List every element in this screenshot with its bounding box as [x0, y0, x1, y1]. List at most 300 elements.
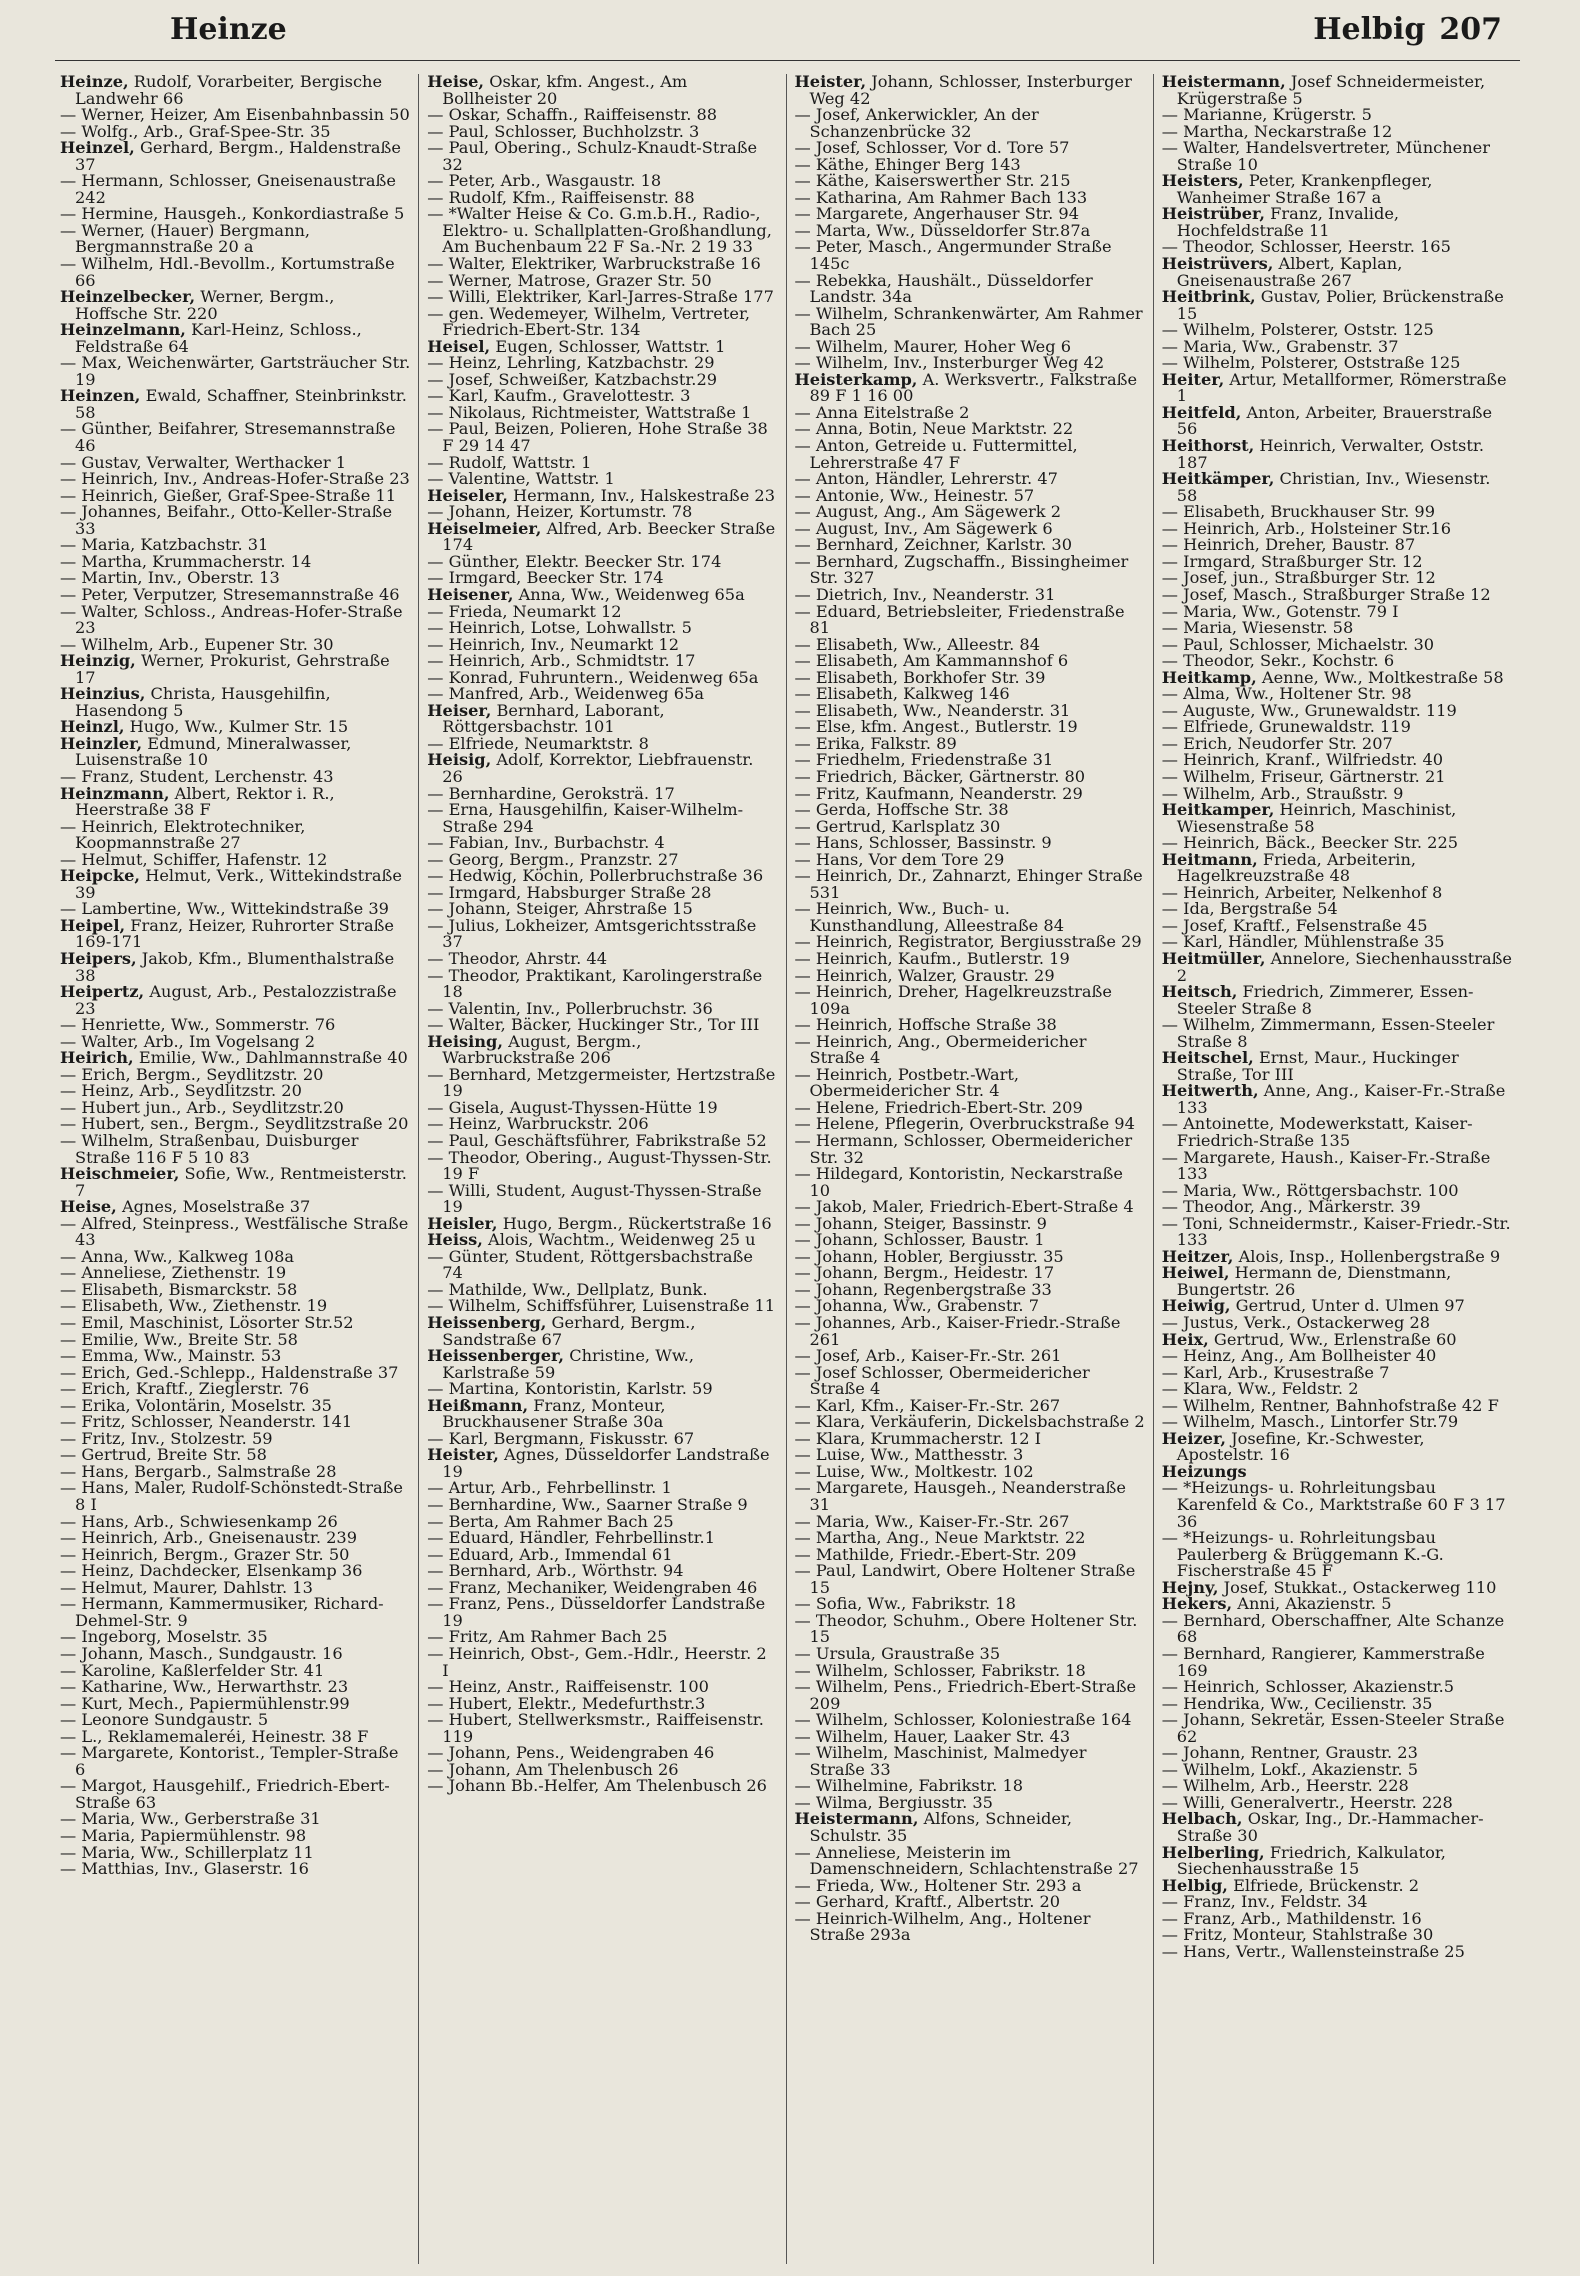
directory-entry — [427, 421, 777, 454]
entry-text: — Josef Schlosser, Obermeidericher Straße 4 — [794, 1362, 1090, 1399]
entry-text: — Margarete, Kontorist., Templer-Straße 6 — [60, 1743, 399, 1779]
directory-entry — [1162, 438, 1512, 471]
entry-text: — Peter, Masch., Angermunder Straße 145c — [794, 237, 1112, 274]
entry-surname: Heinzelmann, — [60, 320, 186, 340]
entry-surname: Heinzmann, — [60, 783, 170, 803]
entry-surname: Heinzler, — [60, 733, 143, 753]
entry-text: — Berta, Am Rahmer Bach 25 — [427, 1511, 674, 1531]
directory-entry — [795, 1563, 1145, 1596]
entry-text: — Rebekka, Haushält., Düsseldorfer Landstr. 34a — [794, 270, 1093, 307]
entry-text: Josef, Stukkat., Ostackerweg 110 — [1218, 1577, 1497, 1597]
entry-text: — Elisabeth, Borkhofer Str. 39 — [794, 667, 1046, 687]
directory-entry — [795, 438, 1145, 471]
entry-text: — Wilhelm, Straßenbau, Duisburger Straße 116 F 5 10 83 — [60, 1131, 359, 1167]
entry-surname: Heizer, — [1161, 1428, 1226, 1448]
entry-text: August, Bergm., Warbruckstraße 206 — [442, 1031, 642, 1068]
entry-text: Anton, Arbeiter, Brauerstraße 56 — [1176, 402, 1493, 439]
entry-surname: Heistermann, — [1161, 74, 1286, 91]
entry-text: — Hans, Schlosser, Bassinstr. 9 — [794, 833, 1052, 853]
entry-text: — *Heizungs- u. Rohrleitungsbau Paulerberg & Brüggemann K.-G. Fischerstraße 45 F — [1161, 1528, 1444, 1581]
entry-text: Jakob, Kfm., Blumenthalstraße 38 — [75, 948, 395, 985]
entry-text: Franz, Heizer, Ruhrorter Straße 169-171 — [75, 915, 395, 952]
entry-text: Alois, Insp., Hollenbergstraße 9 — [1233, 1246, 1501, 1266]
directory-entry — [1162, 1116, 1512, 1149]
entry-surname: Heitkamper, — [1161, 800, 1275, 820]
entry-text: — Karl, Kfm., Kaiser-Fr.-Str. 267 — [794, 1395, 1061, 1415]
entry-text: — Martina, Kontoristin, Karlstr. 59 — [427, 1379, 713, 1399]
directory-entry — [60, 140, 410, 173]
entry-surname: Heistrüvers, — [1161, 254, 1274, 274]
entry-text: — Maria, Ww., Gerberstraße 31 — [60, 1809, 321, 1829]
entry-text: — Martin, Inv., Oberstr. 13 — [60, 568, 280, 588]
entry-surname: Heinzl, — [60, 717, 125, 737]
entry-text: — Josef, jun., Straßburger Str. 12 — [1161, 568, 1436, 588]
entry-text: — Wolfg., Arb., Graf-Spee-Str. 35 — [60, 121, 331, 141]
entry-text: — Helmut, Schiffer, Hafenstr. 12 — [60, 849, 328, 869]
entry-surname: Heistermann, — [794, 1809, 919, 1829]
entry-text: Helmut, Verk., Wittekindstraße 39 — [75, 866, 402, 902]
entry-text: — Hubert jun., Arb., Seydlitzstr.20 — [60, 1097, 344, 1117]
entry-text: — Emma, Ww., Mainstr. 53 — [60, 1346, 282, 1366]
directory-entry — [427, 1147, 777, 1184]
directory-entry — [427, 1315, 777, 1348]
entry-text: — Paul, Beizen, Polieren, Hohe Straße 38 F 29 14 47 — [427, 419, 768, 456]
entry-text: — Fritz, Kaufmann, Neanderstr. 29 — [794, 783, 1083, 803]
entry-surname: Heiter, — [1161, 369, 1225, 389]
entry-text: — Helene, Friedrich-Ebert-Str. 209 — [794, 1097, 1083, 1117]
entry-text: — August, Inv., Am Sägewerk 6 — [794, 518, 1053, 538]
entry-text: — Margarete, Haush., Kaiser-Fr.-Straße 133 — [1161, 1147, 1491, 1184]
directory-entry — [60, 984, 410, 1017]
column-1 — [52, 74, 419, 2264]
entry-text: — Johann, Masch., Sundgaustr. 16 — [60, 1643, 343, 1663]
entry-text: Franz, Monteur, Bruckhausener Straße 30a — [442, 1395, 666, 1432]
entry-text: — Wilhelmine, Fabrikstr. 18 — [794, 1776, 1024, 1796]
entry-surname: Heise, — [60, 1197, 117, 1217]
directory-entry — [427, 1596, 777, 1629]
entry-text: — Josef, Kraftf., Felsenstraße 45 — [1161, 915, 1428, 935]
entry-text: Werner, Prokurist, Gehrstraße 17 — [75, 651, 390, 687]
entry-text: — Walter, Arb., Im Vogelsang 2 — [60, 1031, 316, 1051]
entry-text: — Nikolaus, Richtmeister, Wattstraße 1 — [427, 402, 752, 422]
entry-text: — Hubert, Elektr., Medefurthstr.3 — [427, 1693, 706, 1713]
entry-text: — Maria, Wiesenstr. 58 — [1161, 618, 1354, 638]
entry-text: — Johann, Heizer, Kortumstr. 78 — [427, 502, 693, 522]
entry-text: — Matthias, Inv., Glaserstr. 16 — [60, 1859, 309, 1879]
directory-entry — [1162, 1050, 1512, 1083]
entry-surname: Heitkämper, — [1161, 469, 1275, 489]
entry-text: — Bernhard, Arb., Wörthstr. 94 — [427, 1561, 684, 1581]
directory-entry — [427, 752, 777, 785]
entry-text: — Johann, Hobler, Bergiusstr. 35 — [794, 1246, 1064, 1266]
entry-text: — Gertrud, Breite Str. 58 — [60, 1445, 267, 1465]
column-4 — [1154, 74, 1520, 2264]
entry-text: Alois, Wachtm., Weidenweg 25 u — [482, 1230, 756, 1250]
directory-entry — [1162, 173, 1512, 206]
directory-entry — [427, 965, 777, 1002]
directory-entry — [794, 1842, 1145, 1879]
directory-entry — [794, 270, 1145, 307]
entry-text: — Theodor, Sekr., Kochstr. 6 — [1161, 651, 1395, 671]
entry-text: — Heinrich, Arbeiter, Nelkenhof 8 — [1161, 882, 1443, 902]
entry-text: — Anna, Ww., Kalkweg 108a — [60, 1246, 295, 1266]
entry-text: — Maria, Ww., Röttgersbachstr. 100 — [1161, 1180, 1459, 1200]
entry-surname: Heiss, — [427, 1230, 483, 1250]
directory-entry — [1162, 206, 1512, 239]
directory-entry — [1161, 1610, 1512, 1647]
entry-text: — Theodor, Ahrstr. 44 — [427, 948, 608, 968]
entry-text: — Johann, Steiger, Bassinstr. 9 — [794, 1213, 1047, 1233]
entry-text: — Käthe, Ehinger Berg 143 — [794, 154, 1021, 174]
entry-text: — Anneliese, Ziethenstr. 19 — [60, 1263, 287, 1283]
entry-text: Gerhard, Bergm., Sandstraße 67 — [442, 1313, 696, 1349]
entry-text: — Heinrich, Gießer, Graf-Spee-Straße 11 — [60, 485, 397, 505]
entry-text: — Ida, Bergstraße 54 — [1161, 899, 1338, 919]
entry-surname: Heißmann, — [427, 1395, 529, 1415]
directory-entry — [1162, 1480, 1512, 1530]
directory-entry — [427, 1031, 777, 1068]
entry-text: — Mathilde, Friedr.-Ebert-Str. 209 — [794, 1544, 1077, 1564]
entry-text: — Johanna, Ww., Grabenstr. 7 — [794, 1296, 1039, 1316]
entry-text: — Elisabeth, Bismarckstr. 58 — [60, 1279, 298, 1299]
entry-text: — Peter, Arb., Wasgaustr. 18 — [427, 171, 662, 191]
entry-text: — Josef, Ankerwickler, An der Schanzenbrücke 32 — [794, 105, 1039, 141]
entry-text: — Heinrich, Inv., Neumarkt 12 — [427, 634, 680, 654]
entry-text: — Heinz, Lehrling, Katzbachstr. 29 — [427, 353, 715, 373]
entry-surname: Heisters, — [1161, 171, 1244, 191]
entry-text: — Margarete, Angerhauser Str. 94 — [794, 204, 1080, 224]
header-right — [1313, 12, 1502, 47]
entry-surname: Heitzer, — [1161, 1246, 1234, 1266]
directory-entry — [794, 551, 1145, 588]
entry-text: — Erich, Neudorfer Str. 207 — [1161, 733, 1393, 753]
entry-surname: Heizungs — [1161, 1461, 1247, 1481]
directory-entry — [60, 504, 410, 537]
entry-surname: Heise, — [427, 74, 485, 91]
entry-text: — Bernhard, Rangierer, Kammerstraße 169 — [1161, 1643, 1485, 1680]
directory-entry — [60, 601, 410, 638]
directory-entry — [795, 239, 1145, 272]
entry-text: Adolf, Korrektor, Liebfrauenstr. 26 — [442, 750, 754, 786]
entry-text: — Bernhard, Zeichner, Karlstr. 30 — [794, 535, 1073, 555]
entry-text: — Heinrich, Hoffsche Straße 38 — [794, 1015, 1057, 1035]
entry-surname: Heising, — [427, 1031, 503, 1051]
entry-surname: Heinzen, — [60, 386, 141, 406]
directory-entry — [60, 1778, 410, 1811]
directory-entry — [60, 816, 410, 853]
entry-text: — Wilhelm, Hdl.-Bevollm., Kortumstraße 66 — [60, 254, 395, 290]
entry-text: — Werner, Heizer, Am Eisenbahnbassin 50 — [60, 105, 410, 125]
directory-entry — [795, 984, 1145, 1017]
entry-text: — Heinrich, Bäck., Beecker Str. 225 — [1161, 833, 1459, 853]
entry-text: — Günter, Student, Röttgersbachstraße 74 — [427, 1246, 753, 1283]
directory-entry — [60, 1745, 410, 1778]
entry-text: — Johannes, Arb., Kaiser-Friedr.-Straße 261 — [794, 1313, 1121, 1349]
entry-text: — Fabian, Inv., Burbachstr. 4 — [427, 833, 665, 853]
entry-text: — Fritz, Monteur, Stahlstraße 30 — [1161, 1925, 1434, 1945]
entry-text: Ernst, Maur., Huckinger Straße, Tor III — [1176, 1048, 1459, 1084]
entry-text: August, Arb., Pestalozzistraße 23 — [75, 982, 397, 1018]
directory-entry — [60, 733, 410, 770]
directory-entry — [1162, 984, 1512, 1017]
entry-text: Aenne, Ww., Moltkestraße 58 — [1256, 667, 1504, 687]
entry-text: — Wilhelm, Schiffsführer, Luisenstraße 11 — [427, 1296, 776, 1316]
directory-entry — [1162, 74, 1512, 107]
entry-surname: Heipers, — [60, 948, 137, 968]
entry-surname: Heisig, — [427, 750, 492, 770]
entry-text: — Frieda, Neumarkt 12 — [427, 601, 622, 621]
entry-surname: Heipel, — [60, 915, 126, 935]
entry-text: — Bernhard, Zugschaffn., Bissingheimer Str. 327 — [794, 551, 1129, 588]
directory-entry — [60, 388, 410, 421]
directory-entry — [1161, 1147, 1512, 1184]
entry-text: Hermann, Inv., Halskestraße 23 — [507, 485, 776, 505]
entry-text: — Paul, Schlosser, Michaelstr. 30 — [1161, 634, 1435, 654]
entry-text: — Heinz, Arb., Seydlitzstr. 20 — [60, 1081, 302, 1101]
entry-text: — Maria, Ww., Gotenstr. 79 I — [1161, 601, 1399, 621]
entry-text: — Wilhelm, Pens., Friedrich-Ebert-Straße 209 — [794, 1677, 1137, 1713]
entry-text: — Margarete, Hausgeh., Neanderstraße 31 — [794, 1478, 1126, 1515]
entry-surname: Hekers, — [1161, 1594, 1233, 1614]
entry-text: — Maria, Ww., Kaiser-Fr.-Str. 267 — [794, 1511, 1070, 1531]
entry-text: — Franz, Student, Lerchenstr. 43 — [60, 766, 334, 786]
entry-text: — Maria, Ww., Schillerplatz 11 — [60, 1842, 314, 1862]
entry-text: — Heinrich, Registrator, Bergiusstraße 29 — [794, 932, 1142, 952]
entry-text: — Heinrich, Walzer, Graustr. 29 — [794, 965, 1055, 985]
entry-columns — [52, 74, 1520, 2264]
entry-text: — Friedrich, Bäcker, Gärtnerstr. 80 — [794, 766, 1086, 786]
entry-surname: Heitfeld, — [1161, 402, 1242, 422]
entry-text: — Erich, Bergm., Seydlitzstr. 20 — [60, 1064, 324, 1084]
entry-text: — Konrad, Fuhruntern., Weidenweg 65a — [427, 667, 759, 687]
entry-text: — Max, Weichenwärter, Gartsträucher Str. 19 — [60, 353, 411, 389]
directory-entry — [1162, 1265, 1512, 1298]
entry-text: — Werner, (Hauer) Bergmann, Bergmannstraße 20 a — [60, 220, 311, 257]
entry-text: — Franz, Inv., Feldstr. 34 — [1161, 1892, 1368, 1912]
directory-entry — [794, 1031, 1145, 1068]
page-header — [0, 12, 1580, 58]
entry-text: Gertrud, Unter d. Ulmen 97 — [1230, 1296, 1465, 1316]
entry-text: — Hans, Vor dem Tore 29 — [794, 849, 1005, 869]
entry-surname: Heiwel, — [1161, 1263, 1230, 1283]
entry-text: — Katharine, Ww., Herwarthstr. 23 — [60, 1677, 349, 1697]
entry-text: — Fritz, Am Rahmer Bach 25 — [427, 1627, 668, 1647]
directory-entry — [1161, 1643, 1512, 1680]
entry-text: Anni, Akazienstr. 5 — [1232, 1594, 1392, 1614]
entry-text: Emilie, Ww., Dahlmannstraße 40 — [133, 1048, 408, 1068]
entry-surname: Heinzig, — [60, 651, 136, 671]
directory-entry — [60, 355, 410, 388]
entry-text: Christine, Ww., Karlstraße 59 — [442, 1346, 695, 1382]
entry-surname: Heitwerth, — [1161, 1081, 1259, 1101]
entry-text: — Theodor, Obering., August-Thyssen-Str. 19 F — [427, 1147, 772, 1184]
entry-surname: Heirich, — [60, 1048, 134, 1068]
header-rule — [55, 60, 1520, 61]
directory-entry — [795, 1679, 1145, 1712]
entry-text: Josefine, Kr.-Schwester, Apostelstr. 16 — [1176, 1428, 1425, 1465]
entry-text: — Ingeborg, Moselstr. 35 — [60, 1627, 268, 1647]
entry-text: — Wilhelm, Inv., Insterburger Weg 42 — [794, 353, 1105, 373]
entry-text: — Emil, Maschinist, Lösorter Str.52 — [60, 1313, 354, 1333]
entry-text: — Willi, Generalvertr., Heerstr. 228 — [1161, 1792, 1453, 1812]
entry-text: — Elisabeth, Kalkweg 146 — [794, 684, 1010, 704]
directory-entry — [60, 1166, 410, 1199]
entry-text: — Alma, Ww., Holtener Str. 98 — [1161, 684, 1412, 704]
header-left-keyword: Heinze — [170, 12, 287, 47]
entry-text: Gertrud, Ww., Erlenstraße 60 — [1208, 1329, 1457, 1349]
directory-entry — [427, 1246, 777, 1283]
directory-entry — [60, 868, 410, 901]
entry-text: — Wilhelm, Zimmermann, Essen-Steeler Straße 8 — [1161, 1015, 1495, 1051]
entry-text: — Helmut, Maurer, Dahlstr. 13 — [60, 1577, 313, 1597]
directory-entry — [794, 303, 1145, 340]
entry-text: — Antoinette, Modewerkstatt, Kaiser-Friedrich-Straße 135 — [1161, 1114, 1473, 1150]
entry-text: — Käthe, Kaiserswerther Str. 215 — [794, 171, 1071, 191]
entry-text: — Valentin, Inv., Pollerbruchstr. 36 — [427, 998, 713, 1018]
entry-text: — Günther, Beifahrer, Stresemannstraße 46 — [60, 419, 396, 456]
entry-text: — Heinz, Anstr., Raiffeisenstr. 100 — [427, 1677, 709, 1697]
entry-text: — Oskar, Schaffn., Raiffeisenstr. 88 — [427, 105, 718, 125]
entry-text: Bernhard, Laborant, Röttgersbachstr. 101 — [442, 700, 665, 737]
entry-text: Eugen, Schlosser, Wattstr. 1 — [490, 336, 726, 356]
entry-text: — Johann Bb.-Helfer, Am Thelenbusch 26 — [427, 1776, 767, 1796]
entry-text: — Elisabeth, Ww., Ziethenstr. 19 — [60, 1296, 328, 1316]
entry-text: Anne, Ang., Kaiser-Fr.-Straße 133 — [1176, 1081, 1506, 1117]
entry-text: — Gerda, Hoffsche Str. 38 — [794, 800, 1009, 820]
directory-entry — [60, 1133, 410, 1166]
entry-text: — Elisabeth, Bruckhauser Str. 99 — [1161, 502, 1436, 522]
entry-surname: Heitschel, — [1161, 1048, 1254, 1068]
entry-surname: Heithorst, — [1161, 436, 1255, 456]
entry-text: — Willi, Student, August-Thyssen-Straße 19 — [427, 1180, 762, 1217]
entry-text: Peter, Krankenpfleger, Wanheimer Straße 167 a — [1176, 171, 1433, 207]
entry-surname: Heisler, — [427, 1213, 498, 1233]
entry-surname: Heistrüber, — [1161, 204, 1265, 224]
entry-text: — Justus, Verk., Ostackerweg 28 — [1161, 1313, 1431, 1333]
entry-text: — Johann, Pens., Weidengraben 46 — [427, 1743, 715, 1763]
entry-text: — Johann, Steiger, Ahrstraße 15 — [427, 899, 693, 919]
entry-text: — Heinrich, Lotse, Lohwallstr. 5 — [427, 618, 692, 638]
entry-text: Anna, Ww., Weidenweg 65a — [513, 584, 745, 604]
header-right-keyword: Helbig — [1313, 12, 1426, 47]
entry-surname: Heix, — [1161, 1329, 1209, 1349]
entry-surname: Heipertz, — [60, 982, 145, 1002]
entry-text: — Franz, Arb., Mathildenstr. 16 — [1161, 1908, 1422, 1928]
entry-surname: Heischmeier, — [60, 1164, 180, 1184]
entry-text: — Wilhelm, Maschinist, Malmedyer Straße 33 — [794, 1743, 1087, 1779]
entry-text: — Heinrich, Ang., Obermeidericher Straße 4 — [794, 1031, 1087, 1068]
directory-entry — [427, 518, 777, 555]
directory-entry — [1162, 1083, 1512, 1116]
entry-text: — Wilhelm, Hauer, Laaker Str. 43 — [794, 1726, 1071, 1746]
entry-text: — Bernhard, Oberschaffner, Alte Schanze 68 — [1161, 1610, 1505, 1647]
directory-entry — [427, 1348, 777, 1381]
entry-text: — Heinrich, Elektrotechniker, Koopmannstraße 27 — [60, 816, 306, 853]
entry-text: — Gustav, Verwalter, Werthacker 1 — [60, 452, 347, 472]
entry-text: — *Heizungs- u. Rohrleitungsbau Karenfeld & Co., Marktstraße 60 F 3 17 36 — [1161, 1478, 1506, 1531]
entry-surname: Helbig, — [1161, 1875, 1228, 1895]
entry-text: — Elfriede, Neumarktstr. 8 — [427, 733, 649, 753]
entry-surname: Heiselmeier, — [427, 518, 542, 538]
entry-text: — Bernhardine, Ww., Saarner Straße 9 — [427, 1495, 748, 1515]
directory-entry — [794, 1362, 1145, 1399]
entry-text: — Johann, Schlosser, Baustr. 1 — [794, 1230, 1045, 1250]
entry-text: — Klara, Verkäuferin, Dickelsbachstraße 2 — [794, 1412, 1145, 1432]
entry-text: — Eduard, Arb., Immendal 61 — [427, 1544, 673, 1564]
entry-text: Friedrich, Zimmerer, Essen-Steeler Straße 8 — [1176, 982, 1474, 1018]
entry-text: — Hermine, Hausgeh., Konkordiastraße 5 — [60, 204, 405, 224]
entry-text: — Maria, Katzbachstr. 31 — [60, 535, 269, 555]
entry-text: Christian, Inv., Wiesenstr. 58 — [1176, 469, 1491, 505]
directory-entry — [795, 868, 1145, 901]
entry-text: — Hermann, Kammermusiker, Richard-Dehmel-Str. 9 — [60, 1594, 384, 1630]
entry-text: — Eduard, Händler, Fehrbellinstr.1 — [427, 1528, 715, 1548]
entry-text: — gen. Wedemeyer, Wilhelm, Vertreter, Friedrich-Ebert-Str. 134 — [427, 303, 751, 340]
entry-surname: Heinze, — [60, 74, 129, 91]
entry-surname: Heiwig, — [1161, 1296, 1231, 1316]
entry-text: Friedrich, Kalkulator, Siechenhausstraße 15 — [1176, 1842, 1446, 1879]
directory-entry — [60, 256, 410, 289]
entry-text: — Franz, Pens., Düsseldorfer Landstraße 19 — [427, 1594, 766, 1630]
directory-entry — [60, 915, 410, 952]
directory-entry — [1162, 1712, 1512, 1745]
directory-entry — [795, 1166, 1145, 1199]
entry-text: — Heinrich, Arb., Holsteiner Str.16 — [1161, 518, 1452, 538]
entry-text: Elfriede, Brückenstr. 2 — [1227, 1875, 1420, 1895]
directory-entry — [60, 783, 410, 820]
entry-text: — Martha, Krummacherstr. 14 — [60, 551, 312, 571]
entry-text: — Johannes, Beifahr., Otto-Keller-Straße 33 — [60, 502, 393, 538]
entry-text: — Erich, Ged.-Schlepp., Haldenstraße 37 — [60, 1362, 399, 1382]
entry-text: — Wilma, Bergiusstr. 35 — [794, 1792, 993, 1812]
entry-text: Christa, Hausgehilfin, Hasendong 5 — [75, 684, 331, 720]
entry-text: — Jakob, Maler, Friedrich-Ebert-Straße 4 — [794, 1197, 1134, 1217]
entry-text: — *Walter Heise & Co. G.m.b.H., Radio-, Elektro- u. Schallplatten-Großhandlung, Am Buchenbaum 22 F Sa.-Nr. 2 19 33 — [427, 204, 772, 257]
entry-text: — Manfred, Arb., Weidenweg 65a — [427, 684, 705, 704]
entry-text: — Georg, Bergm., Pranzstr. 27 — [427, 849, 679, 869]
entry-text: — Gerhard, Kraftf., Albertstr. 20 — [794, 1892, 1061, 1912]
entry-text: — Fritz, Inv., Stolzestr. 59 — [60, 1428, 273, 1448]
entry-text: — Hermann, Schlosser, Gneisenaustraße 242 — [60, 171, 396, 207]
directory-entry — [795, 1811, 1145, 1844]
entry-text: — Wilhelm, Schlosser, Koloniestraße 164 — [794, 1710, 1132, 1730]
entry-surname: Heister, — [427, 1445, 499, 1465]
entry-surname: Helbach, — [1161, 1809, 1243, 1829]
entry-text: — Heinz, Warbruckstr. 206 — [427, 1114, 649, 1134]
entry-text: — Theodor, Schuhm., Obere Holtener Str. 15 — [794, 1610, 1138, 1647]
directory-entry — [1162, 1530, 1512, 1580]
entry-text: Heinrich, Maschinist, Wiesenstraße 58 — [1176, 800, 1457, 836]
entry-text: A. Werksvertr., Falkstraße 89 F 1 16 00 — [809, 369, 1138, 406]
entry-text: — Wilhelm, Lokf., Akazienstr. 5 — [1161, 1759, 1418, 1779]
entry-text: — Johann, Regenbergstraße 33 — [794, 1279, 1052, 1299]
entry-text: — Theodor, Praktikant, Karolingerstraße 18 — [427, 965, 763, 1002]
directory-entry — [795, 901, 1145, 934]
entry-text: — Hans, Vertr., Wallensteinstraße 25 — [1161, 1941, 1465, 1961]
entry-text: Agnes, Moselstraße 37 — [116, 1197, 311, 1217]
directory-entry — [60, 686, 410, 719]
entry-text: — Franz, Mechaniker, Weidengraben 46 — [427, 1577, 758, 1597]
entry-surname: Heiseler, — [427, 485, 508, 505]
entry-text: Rudolf, Vorarbeiter, Bergische Landwehr 66 — [75, 74, 383, 108]
directory-entry — [427, 1778, 777, 1795]
entry-text: Gerhard, Bergm., Haldenstraße 37 — [75, 138, 401, 174]
entry-text: — Theodor, Schlosser, Heerstr. 165 — [1161, 237, 1451, 257]
directory-entry — [427, 700, 777, 737]
entry-text: — Heinrich, Dreher, Hagelkreuzstraße 109a — [794, 982, 1112, 1018]
entry-text: — Elisabeth, Ww., Neanderstr. 31 — [794, 700, 1071, 720]
entry-text: Ewald, Schaffner, Steinbrinkstr. 58 — [75, 386, 407, 422]
